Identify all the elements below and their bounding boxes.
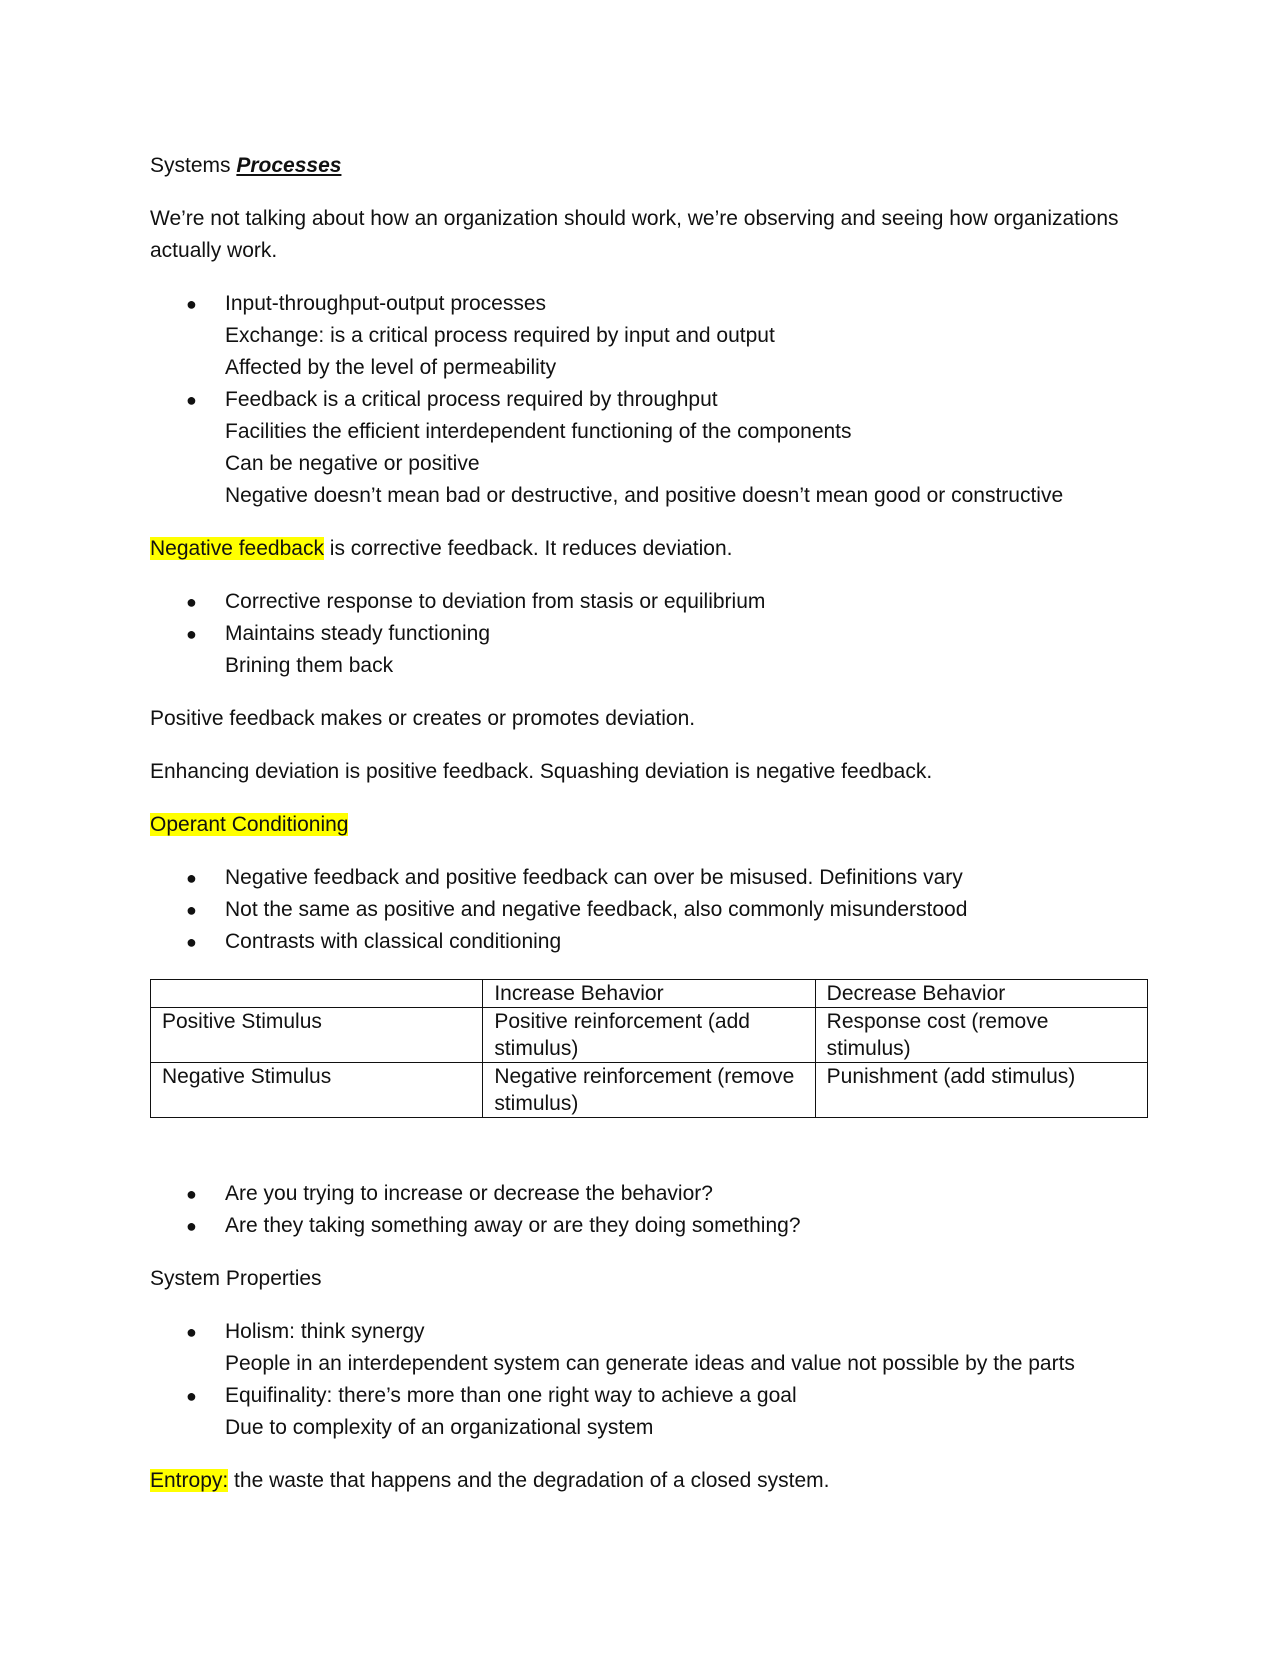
properties-list: [150, 1316, 1150, 1444]
list-line: Contrasts with classical conditioning: [225, 930, 562, 953]
operant-heading: [150, 809, 1150, 841]
document-page: [150, 150, 1150, 1518]
list-line: Can be negative or positive: [225, 452, 480, 475]
table-cell: Negative Stimulus: [151, 1063, 483, 1118]
negative-feedback-list: [150, 586, 1150, 682]
operant-list: [150, 862, 1150, 958]
highlight-operant: Operant Conditioning: [150, 813, 349, 836]
table-row: [151, 1008, 1148, 1063]
table-cell: Negative reinforcement (remove stimulus): [483, 1063, 815, 1118]
bullet-icon: ●: [186, 624, 197, 644]
list-line: Facilities the efficient interdependent functioning of the components: [225, 420, 852, 443]
bullet-icon: ●: [186, 868, 197, 888]
negative-feedback-paragraph: [150, 533, 1150, 565]
table-cell: Response cost (remove stimulus): [815, 1008, 1147, 1063]
list-item: [150, 1210, 1150, 1242]
bullet-icon: ●: [186, 900, 197, 920]
bullet-icon: ●: [186, 1386, 197, 1406]
question-list: [150, 1178, 1150, 1242]
list-item: [150, 1380, 1150, 1444]
list-item: [150, 894, 1150, 926]
table-cell: Increase Behavior: [483, 980, 815, 1008]
table-cell: Positive reinforcement (add stimulus): [483, 1008, 815, 1063]
bullet-icon: ●: [186, 1184, 197, 1204]
system-properties-heading: System Properties: [150, 1267, 322, 1290]
title-emphasis: Processes: [236, 154, 342, 177]
bullet-icon: ●: [186, 294, 197, 314]
list-line: People in an interdependent system can generate ideas and value not possible by the parts: [225, 1352, 1075, 1375]
processes-list: [150, 288, 1150, 512]
table-cell: Decrease Behavior: [815, 980, 1147, 1008]
list-line: Affected by the level of permeability: [225, 356, 557, 379]
enhancing-paragraph: Enhancing deviation is positive feedback. Squashing deviation is negative feedback.: [150, 760, 933, 783]
list-item: [150, 926, 1150, 958]
list-line: Brining them back: [225, 654, 394, 677]
table-cell: Positive Stimulus: [151, 1008, 483, 1063]
bullet-icon: ●: [186, 1322, 197, 1342]
list-line: Not the same as positive and negative feedback, also commonly misunderstood: [225, 898, 968, 921]
list-line: Are you trying to increase or decrease the behavior?: [225, 1182, 713, 1205]
list-line: Feedback is a critical process required by throughput: [225, 388, 718, 411]
list-line: Are they taking something away or are they doing something?: [225, 1214, 801, 1237]
page-title: [150, 150, 1150, 182]
highlight-negative-feedback: Negative feedback: [150, 537, 324, 560]
list-line: Holism: think synergy: [225, 1320, 425, 1343]
bullet-icon: ●: [186, 592, 197, 612]
table-cell: Punishment (add stimulus): [815, 1063, 1147, 1118]
list-item: [150, 586, 1150, 618]
bullet-icon: ●: [186, 932, 197, 952]
table-row: [151, 1063, 1148, 1118]
intro-paragraph: We’re not talking about how an organization should work, we’re observing and seeing how organizations actually work.: [150, 207, 1119, 262]
conditioning-table: [150, 979, 1148, 1118]
list-item: [150, 618, 1150, 682]
list-item: [150, 862, 1150, 894]
bullet-icon: ●: [186, 390, 197, 410]
bullet-icon: ●: [186, 1216, 197, 1236]
list-line: Corrective response to deviation from stasis or equilibrium: [225, 590, 766, 613]
list-item: [150, 384, 1150, 512]
list-line: Due to complexity of an organizational system: [225, 1416, 654, 1439]
title-plain: Systems: [150, 154, 237, 177]
table-cell: [151, 980, 483, 1008]
entropy-paragraph: [150, 1465, 1150, 1497]
negative-feedback-text: is corrective feedback. It reduces deviation.: [323, 537, 733, 560]
list-item: [150, 1316, 1150, 1380]
entropy-text: the waste that happens and the degradation of a closed system.: [228, 1469, 830, 1492]
list-line: Input-throughput-output processes: [225, 292, 547, 315]
list-line: Negative doesn’t mean bad or destructive, and positive doesn’t mean good or constructive: [225, 484, 1064, 507]
highlight-entropy: Entropy:: [150, 1469, 229, 1492]
list-item: [150, 288, 1150, 384]
list-line: Equifinality: there’s more than one right way to achieve a goal: [225, 1384, 797, 1407]
list-line: Maintains steady functioning: [225, 622, 490, 645]
list-line: Negative feedback and positive feedback can over be misused. Definitions vary: [225, 866, 963, 889]
table-row: [151, 980, 1148, 1008]
positive-feedback-paragraph: Positive feedback makes or creates or promotes deviation.: [150, 707, 696, 730]
list-item: [150, 1178, 1150, 1210]
list-line: Exchange: is a critical process required by input and output: [225, 324, 775, 347]
